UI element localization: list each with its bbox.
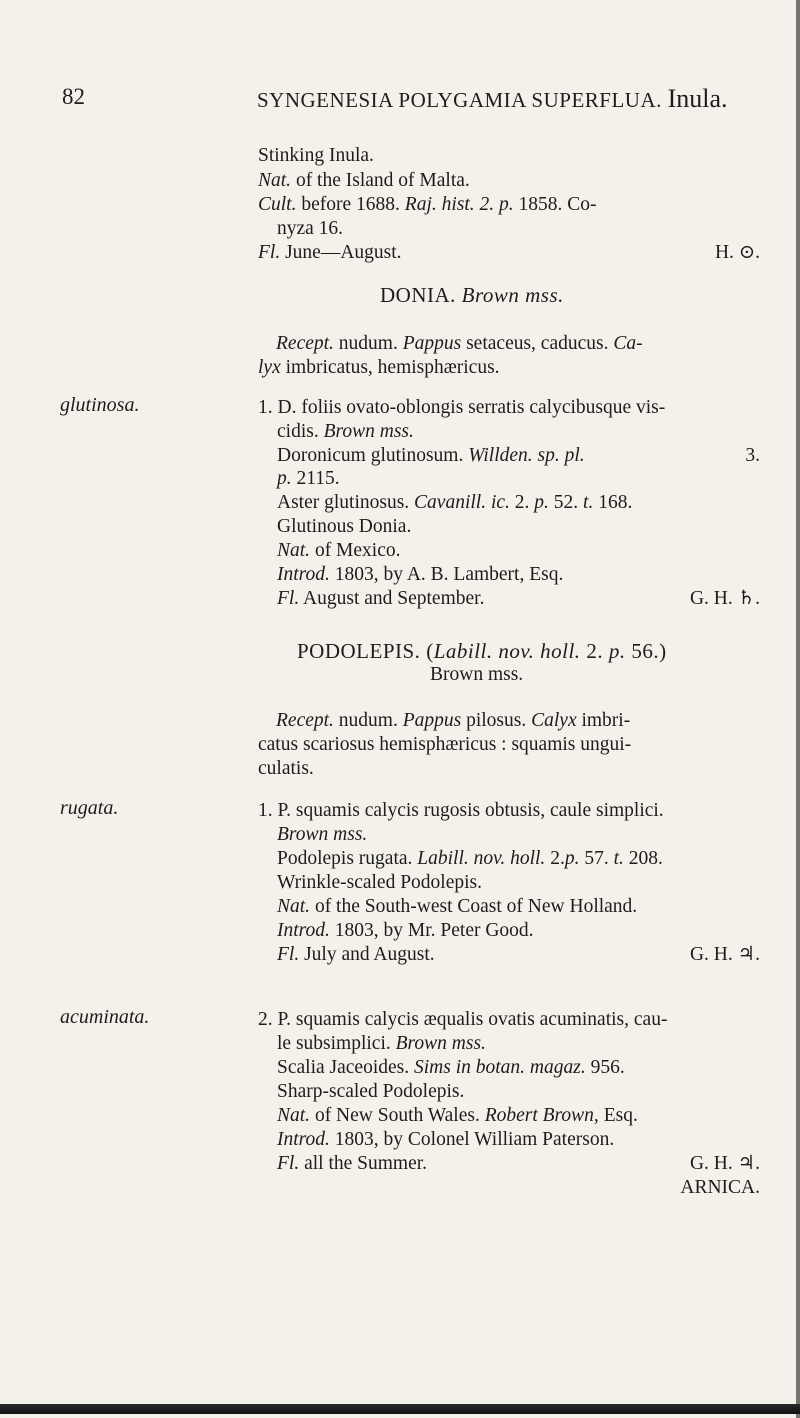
pappus-text: setaceus, caducus. <box>461 333 614 354</box>
text: 2. <box>545 848 565 869</box>
page-label: p. <box>277 468 292 489</box>
introd-text: 1803, by Colonel William Paterson. <box>329 1129 615 1150</box>
raj-ref: Raj. hist. 2. p. <box>404 194 514 215</box>
text: 956. <box>585 1057 625 1078</box>
authority: Brown mss. <box>323 421 414 442</box>
raj-text: 1858. Co- <box>513 194 597 215</box>
recept-label: Recept. <box>276 333 334 354</box>
fl-label: Fl. <box>258 242 281 263</box>
volume: 3. <box>745 445 760 466</box>
nat-label: Nat. <box>277 896 311 917</box>
nat-text: of the South-west Coast of New Holland. <box>310 896 638 917</box>
text: 2. <box>509 492 535 513</box>
recept-label: Recept. <box>276 710 334 731</box>
running-title <box>257 84 728 114</box>
nat-label: Nat. <box>277 540 311 561</box>
glutinosa-synonym-1-page <box>277 467 340 491</box>
fl-text: July and August. <box>299 944 435 965</box>
nat-label: Nat. <box>258 170 292 191</box>
plate-label: t. <box>583 492 594 513</box>
genus-podolepis <box>297 639 667 663</box>
genus-reference: Labill. nov. holl. <box>433 639 581 663</box>
introd-text: 1803, by Mr. Peter Good. <box>329 920 534 941</box>
genus-donia <box>380 283 564 307</box>
rugata-synonym <box>277 847 760 871</box>
text: Esq. <box>598 1105 638 1126</box>
habit-symbol: H. ⊙. <box>714 242 760 263</box>
calyx-text: imbri- <box>576 710 631 731</box>
acuminata-authority <box>277 1032 486 1056</box>
page-label: p. <box>608 639 626 663</box>
page-number-ref: 2115. <box>291 468 340 489</box>
fl-label: Fl. <box>277 944 300 965</box>
fl-text: all the Summer. <box>299 1153 428 1174</box>
inula-common-name: Stinking Inula. <box>258 145 374 166</box>
podolepis-recept <box>276 709 760 733</box>
calyx-label: Ca- <box>613 333 643 354</box>
text: 208. <box>623 848 663 869</box>
text: 52. <box>548 492 584 513</box>
text: 2. <box>580 639 609 663</box>
calyx-text: imbricatus, hemisphæricus. <box>280 357 500 378</box>
genus-authority: Brown mss. <box>461 283 564 307</box>
pappus-label: Pappus <box>402 333 462 354</box>
text: 56.) <box>625 639 667 663</box>
glutinosa-synonym-2 <box>277 491 632 515</box>
text: 57. <box>579 848 614 869</box>
reference: Labill. nov. holl. <box>417 848 546 869</box>
donia-calyx <box>258 356 500 380</box>
podolepis-calyx-2: catus scariosus hemisphæricus : squamis ungui- <box>258 734 632 755</box>
pappus-label: Pappus <box>402 710 462 731</box>
nat-text: of New South Wales. <box>310 1105 485 1126</box>
habit-symbol: G. H. ♃. <box>689 944 760 965</box>
calyx-label: Calyx <box>531 710 577 731</box>
text: Scalia Jaceoides. <box>277 1057 414 1078</box>
inula-nat <box>258 169 470 193</box>
acuminata-synonym <box>277 1056 625 1080</box>
page-label: p. <box>534 492 549 513</box>
page-bottom-edge <box>0 1404 800 1414</box>
species-margin-acuminata: acuminata. <box>60 1006 150 1028</box>
nat-label: Nat. <box>277 1105 311 1126</box>
species-margin-glutinosa: glutinosa. <box>60 394 140 416</box>
acuminata-introd <box>277 1128 614 1152</box>
text: Aster glutinosus. <box>277 492 415 513</box>
habit-symbol: G. H. ♃. <box>689 1153 760 1174</box>
person-name: Robert Brown, <box>484 1105 599 1126</box>
reference: Willden. sp. pl. <box>468 445 585 466</box>
fl-label: Fl. <box>277 1153 300 1174</box>
glutinosa-nat <box>277 539 401 563</box>
text: cidis. <box>277 421 324 442</box>
recept-text: nudum. <box>333 710 403 731</box>
inula-cult-cont: nyza 16. <box>277 218 344 239</box>
genus-name: DONIA. <box>380 283 456 307</box>
rugata-introd <box>277 919 534 943</box>
podolepis-authority: Brown mss. <box>430 664 524 685</box>
fl-text: June—August. <box>280 242 402 263</box>
glutinosa-synonym-1 <box>277 444 760 468</box>
donia-recept <box>276 332 760 356</box>
nat-text: of the Island of Malta. <box>291 170 470 191</box>
introd-label: Introd. <box>277 1129 330 1150</box>
cult-text: before 1688. <box>296 194 405 215</box>
page-label: p. <box>564 848 580 869</box>
genus-name: PODOLEPIS. <box>297 639 421 663</box>
podolepis-calyx-3: culatis. <box>258 758 314 779</box>
running-genus: Inula. <box>667 84 728 113</box>
introd-label: Introd. <box>277 564 330 585</box>
acuminata-diagnosis: 2. P. squamis calycis æqualis ovatis acuminatis, cau- <box>258 1009 668 1030</box>
recept-text: nudum. <box>333 333 403 354</box>
glutinosa-flowering <box>277 587 760 611</box>
rugata-diagnosis: 1. P. squamis calycis rugosis obtusis, caule simplici. <box>258 800 664 821</box>
acuminata-nat <box>277 1104 760 1128</box>
text: le subsimplici. <box>277 1033 396 1054</box>
inula-flowering <box>258 241 760 265</box>
inula-cult <box>258 193 760 217</box>
acuminata-flowering <box>277 1152 760 1176</box>
introd-text: 1803, by A. B. Lambert, Esq. <box>329 564 564 585</box>
plate-label: t. <box>613 848 624 869</box>
page-edge <box>796 0 800 1418</box>
fl-text: August and September. <box>299 588 485 609</box>
introd-label: Introd. <box>277 920 330 941</box>
acuminata-english-name: Sharp-scaled Podolepis. <box>277 1081 465 1102</box>
page-number: 82 <box>62 84 85 109</box>
running-header <box>0 84 800 124</box>
authority: Brown mss. <box>395 1033 486 1054</box>
rugata-nat <box>277 895 637 919</box>
running-title-text: SYNGENESIA POLYGAMIA SUPERFLUA. <box>257 88 662 112</box>
glutinosa-introd <box>277 563 563 587</box>
cult-label: Cult. <box>258 194 297 215</box>
reference: Sims in botan. magaz. <box>414 1057 586 1078</box>
catchword: ARNICA. <box>680 1177 760 1198</box>
glutinosa-english-name: Glutinous Donia. <box>277 516 412 537</box>
species-margin-rugata: rugata. <box>60 797 119 819</box>
calyx-label-cont: lyx <box>258 357 281 378</box>
rugata-english-name: Wrinkle-scaled Podolepis. <box>277 872 482 893</box>
nat-text: of Mexico. <box>310 540 401 561</box>
glutinosa-authority <box>277 420 414 444</box>
pappus-text: pilosus. <box>461 710 532 731</box>
text: 168. <box>593 492 633 513</box>
rugata-authority: Brown mss. <box>277 824 368 845</box>
habit-symbol: G. H. ♄. <box>689 588 760 609</box>
fl-label: Fl. <box>277 588 300 609</box>
glutinosa-diagnosis: 1. D. foliis ovato-oblongis serratis calycibusque vis- <box>258 397 666 418</box>
reference: Cavanill. ic. <box>414 492 510 513</box>
rugata-flowering <box>277 943 760 967</box>
text: Doronicum glutinosum. <box>277 445 469 466</box>
text: Podolepis rugata. <box>277 848 418 869</box>
paren: ( <box>426 639 434 663</box>
